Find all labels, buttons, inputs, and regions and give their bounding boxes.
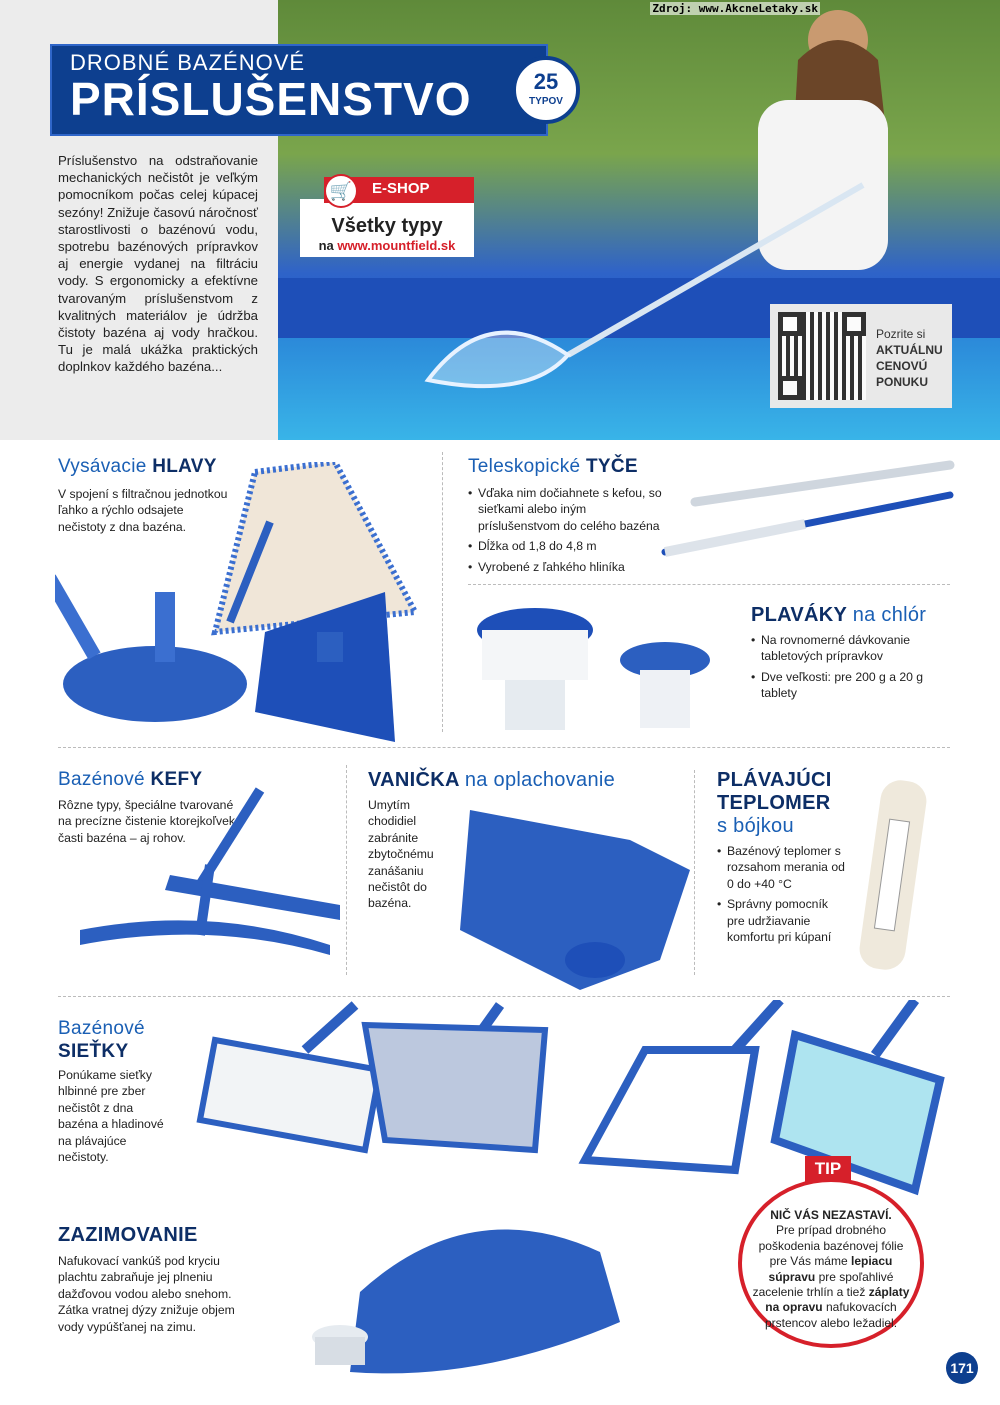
divider <box>442 452 443 732</box>
thermometer-image <box>840 760 960 975</box>
eshop-tag: E-SHOP <box>324 177 474 203</box>
qr-line1: Pozrite si <box>876 327 926 341</box>
title-box <box>50 44 548 136</box>
divider <box>694 770 695 975</box>
eshop-box[interactable] <box>300 177 474 257</box>
tip-text: Pre prípad drobného poškodenia bazénovej fólie pre Vás máme <box>758 1223 904 1269</box>
eshop-url[interactable]: www.mountfield.sk <box>337 238 456 253</box>
thermo-title: PLÁVAJÚCI TEPLOMER s bójkou <box>717 769 832 837</box>
nets-title: Bazénové SIEŤKY <box>58 1018 145 1062</box>
qr-line2: AKTUÁLNU <box>876 343 943 357</box>
badge-text: TYPOV <box>529 96 563 107</box>
source-label: Zdroj: www.AkcneLetaky.sk <box>652 2 818 15</box>
tub-text: Umytím chodidiel zabránite zbytočnému zanášaniu nečistôt do bazéna. <box>368 798 434 911</box>
heads-text: V spojení s filtračnou jednotkou ľahko a rýchlo odsajete nečistoty z dna bazéna. <box>58 487 228 534</box>
tip-label: TIP <box>805 1156 851 1182</box>
floats-bullets <box>751 632 931 706</box>
telescopic-poles-image <box>655 460 955 560</box>
tub-title: VANIČKA na oplachovanie <box>368 769 616 791</box>
page-title: PRÍSLUŠENSTVO <box>70 73 472 125</box>
heads-title: Vysávacie HLAVY <box>58 456 217 477</box>
vacuum-heads-image <box>55 462 435 752</box>
qr-code-icon[interactable] <box>778 312 866 400</box>
title-small: DROBNÉ BAZÉNOVÉ <box>70 50 306 75</box>
floats-bullet: • Dve veľkosti: pre 200 g a 20 g tablety <box>751 669 931 702</box>
thermo-bullets <box>717 843 847 949</box>
floats-title: PLAVÁKY na chlór <box>751 604 927 626</box>
poles-bullet: • Vyrobené z ľahkého hliníka <box>468 559 668 575</box>
divider <box>58 747 950 748</box>
chlorine-floats-image <box>470 600 740 740</box>
badge-number: 25 <box>533 69 559 94</box>
winter-title: ZAZIMOVANIE <box>58 1224 198 1246</box>
tip-bold: záplaty na opravu <box>765 1285 910 1315</box>
tip-circle <box>738 1178 924 1348</box>
qr-line4: PONUKU <box>876 375 929 389</box>
poles-bullets <box>468 485 668 579</box>
divider <box>58 996 950 997</box>
page-number: 171 <box>946 1352 978 1384</box>
eshop-line1: Všetky typy <box>331 215 443 237</box>
tip-text: pre spoľahlivé zacelenie trhlín a tiež <box>752 1269 894 1300</box>
nets-text: Ponúkame sieťky hlbinné pre zber nečistôt z dna bazéna a hladinové na plávajúce nečistoty. <box>58 1068 164 1165</box>
thermo-bullet: • Bazénový teplomer s rozsahom merania od 0 do +40 °C <box>717 843 847 892</box>
footbath-tub-image <box>430 800 700 995</box>
pool-brushes-image <box>60 785 350 975</box>
thermo-bullet: • Správny pomocník pre udržiavanie komfortu pri kúpaní <box>717 896 847 945</box>
divider <box>468 584 950 585</box>
poles-title: Teleskopické TYČE <box>468 456 638 477</box>
intro-text: Príslušenstvo na odstraňovanie mechanických nečistôt je veľkým pomocníkom počas celej kúpacej sezóny! Znižuje časovú náročnosť starostlivosti o bazénovú vodu, spotrebu bazénových prípravkov aj energie vydanej na filtráciu vody. S ergonomicky a efektívne tvarovaným príslušenstvom z kvalitných materiálov je údržba čistoty bazéna aj vody hračkou. Tu je malá ukážka praktických doplnkov každého bazéna... <box>58 153 258 375</box>
tip-text: nafukovacích prstencov alebo ležadiel. <box>764 1300 898 1330</box>
winter-text: Nafukovací vankúš pod kryciu plachtu zabraňuje jej plneniu dažďovou vodou alebo snehom. Zátka vratnej dýzy znižuje objem vody vypúšťanej na zimu. <box>58 1254 235 1334</box>
brushes-text: Rôzne typy, špeciálne tvarované na precízne čistenie ktorejkoľvek časti bazéna – aj rohov. <box>58 798 235 845</box>
poles-bullet: • Dĺžka od 1,8 do 4,8 m <box>468 538 668 554</box>
floats-bullet: • Na rovnomerné dávkovanie tabletových prípravkov <box>751 632 931 665</box>
cart-icon: 🛒 <box>324 174 358 208</box>
divider <box>346 765 347 975</box>
count-badge <box>512 56 580 124</box>
poles-bullet: • Vďaka nim dočiahnete s kefou, so sieťkami alebo iným príslušenstvom do celého bazéna <box>468 485 668 534</box>
tip-heading: NIČ VÁS NEZASTAVÍ. <box>770 1208 892 1222</box>
qr-box[interactable] <box>770 304 952 408</box>
winter-pillow-image <box>300 1212 640 1392</box>
eshop-prefix: na <box>318 238 334 253</box>
tip-bold: lepiacu súpravu <box>768 1254 893 1284</box>
brushes-title: Bazénové KEFY <box>58 769 203 790</box>
qr-line3: CENOVÚ <box>876 359 928 373</box>
